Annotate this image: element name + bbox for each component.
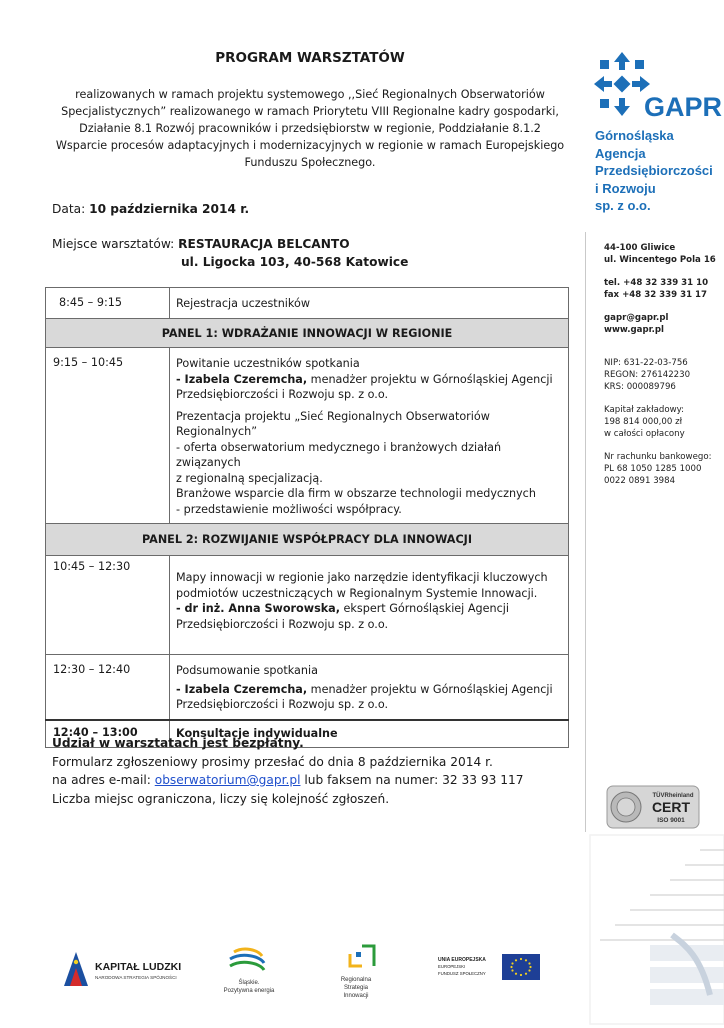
slaskie-line1: Śląskie.: [238, 980, 260, 986]
time-cell: 10:45 – 12:30: [46, 556, 170, 655]
intro-line: Specjalistycznych” realizowanego w ramach Priorytetu VIII Regionalne kadry gospodarki,: [61, 105, 559, 118]
address-city: 44-100 Gliwice: [604, 243, 676, 253]
date-label: Data:: [52, 202, 86, 216]
bank-label: Nr rachunku bankowego:: [604, 452, 712, 462]
schedule-table: [45, 287, 569, 748]
krs: KRS: 000089796: [604, 382, 676, 392]
company-details: [604, 242, 716, 487]
item-text: z regionalną specjalizacją.: [176, 471, 323, 485]
speaker-line: [176, 372, 562, 403]
contact-line: [52, 771, 524, 790]
org-name-line: sp. z o.o.: [595, 198, 651, 213]
table-row: [46, 288, 569, 319]
contact-prefix: na adres e-mail:: [52, 773, 155, 787]
rsi-icon: [318, 940, 394, 1002]
panel-row: [46, 524, 569, 556]
eu-line3: FUNDUSZ SPOŁECZNY: [438, 971, 486, 976]
regon: REGON: 276142230: [604, 370, 691, 380]
item-text: Branżowe wsparcie dla firm w obszarze technologii medycznych: [176, 487, 536, 500]
org-name-line: Agencja: [595, 145, 646, 161]
place-address-line: [181, 255, 408, 269]
limited-places: Liczba miejsc ograniczona, liczy się kolejność zgłoszeń.: [52, 791, 390, 806]
kapital-ludzki-icon: [62, 950, 192, 988]
desc-cell: [170, 655, 569, 720]
speaker-line: [176, 682, 562, 713]
desc-cell: Rejestracja uczestników: [170, 288, 569, 319]
intro-line: Funduszu Społecznego.: [244, 156, 376, 169]
org-name-line: Przedsiębiorczości: [595, 163, 713, 178]
address-street: ul. Wincentego Pola 16: [604, 255, 716, 265]
time-cell: 8:45 – 9:15: [46, 288, 170, 319]
speaker-role: menadżer projektu w Górnośląskiej Agencji Przedsiębiorczości i Rozwoju sp. z o.o.: [176, 372, 553, 401]
decorative-graphic: [590, 835, 724, 1028]
speaker-line: [176, 601, 562, 632]
time-cell: 12:30 – 12:40: [46, 655, 170, 720]
place-address: ul. Ligocka 103, 40-568 Katowice: [181, 255, 409, 269]
free-participation: Udział w warsztatach jest bezpłatny.: [52, 736, 304, 750]
fax: fax +48 32 339 31 17: [604, 290, 708, 300]
eu-line2: EUROPEJSKI: [438, 964, 466, 969]
cert-label: CERT: [651, 799, 691, 815]
gapr-logo-icon: [592, 50, 723, 122]
table-row: [46, 556, 569, 655]
date-value: 10 października 2014 r.: [89, 202, 250, 216]
page-title: PROGRAM WARSZTATÓW: [215, 50, 405, 66]
org-name-line: Górnośląska: [595, 128, 674, 143]
capital-value: 198 814 000,00 zł: [604, 417, 683, 427]
table-row: [46, 655, 569, 720]
kapital-ludzki-logo: [62, 950, 192, 992]
date-line: [52, 202, 249, 216]
phone: tel. +48 32 339 31 10: [604, 278, 709, 288]
capital-note: w całości opłacony: [604, 429, 685, 439]
rsi-logo: [318, 940, 394, 1006]
speaker-role: ekspert Górnośląskiej Agencji Przedsiębiorczości i Rozwoju sp. z o.o.: [176, 602, 509, 631]
slaskie-logo: [218, 944, 280, 1000]
kl-subtitle: NARODOWA STRATEGIA SPÓJNOŚCI: [95, 975, 177, 980]
intro-line: Działanie 8.1 Rozwój pracowników i przedsiębiorstw w regionie, Poddziałanie 8.1.2: [79, 122, 541, 135]
cert-brand: TÜVRheinland: [652, 793, 694, 799]
registration-deadline: Formularz zgłoszeniowy prosimy przesłać do dnia 8 października 2014 r.: [52, 754, 493, 769]
time-cell: 9:15 – 10:45: [46, 348, 170, 524]
panel-1-heading: PANEL 1: WDRAŻANIE INNOWACJI W REGIONIE: [46, 319, 569, 348]
place-label: Miejsce warsztatów:: [52, 237, 175, 251]
desc-cell: Konsultacje indywidualne: [170, 720, 569, 748]
email[interactable]: gapr@gapr.pl: [604, 313, 669, 323]
speaker-name: - Izabela Czeremcha,: [176, 372, 308, 386]
cert-iso: ISO 9001: [657, 817, 685, 824]
slaskie-icon: [218, 944, 280, 996]
item-title: Podsumowanie spotkania: [176, 664, 318, 677]
contact-suffix: lub faksem na numer: 32 33 93 117: [300, 773, 524, 787]
item-text: - przedstawienie możliwości współpracy.: [176, 502, 402, 516]
place-name: RESTAURACJA BELCANTO: [178, 237, 350, 251]
intro-line: realizowanych w ramach projektu systemowego ,,Sieć Regionalnych Obserwatoriów: [75, 88, 545, 101]
gapr-logo: [592, 50, 723, 126]
eu-flag-icon: [436, 954, 542, 982]
footer-info: [52, 734, 524, 808]
item-text: Prezentacja projektu „Sieć Regionalnych Obserwatoriów Regionalnych”: [176, 409, 490, 438]
cert-badge-icon: [607, 786, 699, 828]
rsi-line3: Innowacji: [343, 993, 369, 999]
tuv-cert-badge: [607, 786, 699, 832]
item-text: - oferta obserwatorium medycznego i branżowych działań związanych: [176, 440, 502, 469]
place-line: [52, 237, 350, 251]
eu-line1: UNIA EUROPEJSKA: [438, 957, 486, 963]
rsi-line2: Strategia: [343, 985, 369, 991]
item-title: Powitanie uczestników spotkania: [176, 357, 360, 370]
org-name: [595, 127, 713, 215]
intro-paragraph: [40, 86, 580, 171]
desc-cell: [170, 348, 569, 524]
bank-account: PL 68 1050 1285 1000: [604, 464, 702, 474]
speaker-role: menadżer projektu w Górnośląskiej Agencji Przedsiębiorczości i Rozwoju sp. z o.o.: [176, 682, 553, 711]
capital-label: Kapitał zakładowy:: [604, 405, 684, 415]
speaker-name: - dr inż. Anna Sworowska,: [176, 602, 340, 615]
email-link[interactable]: obserwatorium@gapr.pl: [154, 773, 301, 787]
kl-title: KAPITAŁ LUDZKI: [95, 961, 182, 973]
bank-account: 0022 0891 3984: [604, 476, 676, 486]
gapr-logo-text: GAPR: [644, 92, 723, 122]
desc-cell: [170, 556, 569, 655]
slaskie-line2: Pozytywna energia: [223, 988, 275, 994]
sidebar-divider: [585, 232, 586, 832]
website[interactable]: www.gapr.pl: [604, 325, 665, 335]
speaker-name: - Izabela Czeremcha,: [176, 682, 308, 696]
time-cell: 12:40 – 13:00: [46, 720, 170, 748]
org-name-line: i Rozwoju: [595, 180, 656, 196]
table-row: [46, 348, 569, 524]
panel-2-heading: PANEL 2: ROZWIJANIE WSPÓŁPRACY DLA INNOWACJI: [46, 524, 569, 556]
eu-logo: [436, 954, 542, 986]
decorative-bars-icon: [590, 835, 724, 1024]
intro-line: Wsparcie procesów adaptacyjnych i modernizacyjnych w regionie w ramach Europejskiego: [55, 139, 565, 152]
item-text: Mapy innowacji w regionie jako narzędzie identyfikacji kluczowych podmiotów uczestniczących w Regionalnym Systemie Innowacji.: [176, 571, 548, 600]
panel-row: [46, 319, 569, 348]
rsi-line1: Regionalna: [340, 977, 372, 983]
nip: NIP: 631-22-03-756: [604, 358, 688, 368]
